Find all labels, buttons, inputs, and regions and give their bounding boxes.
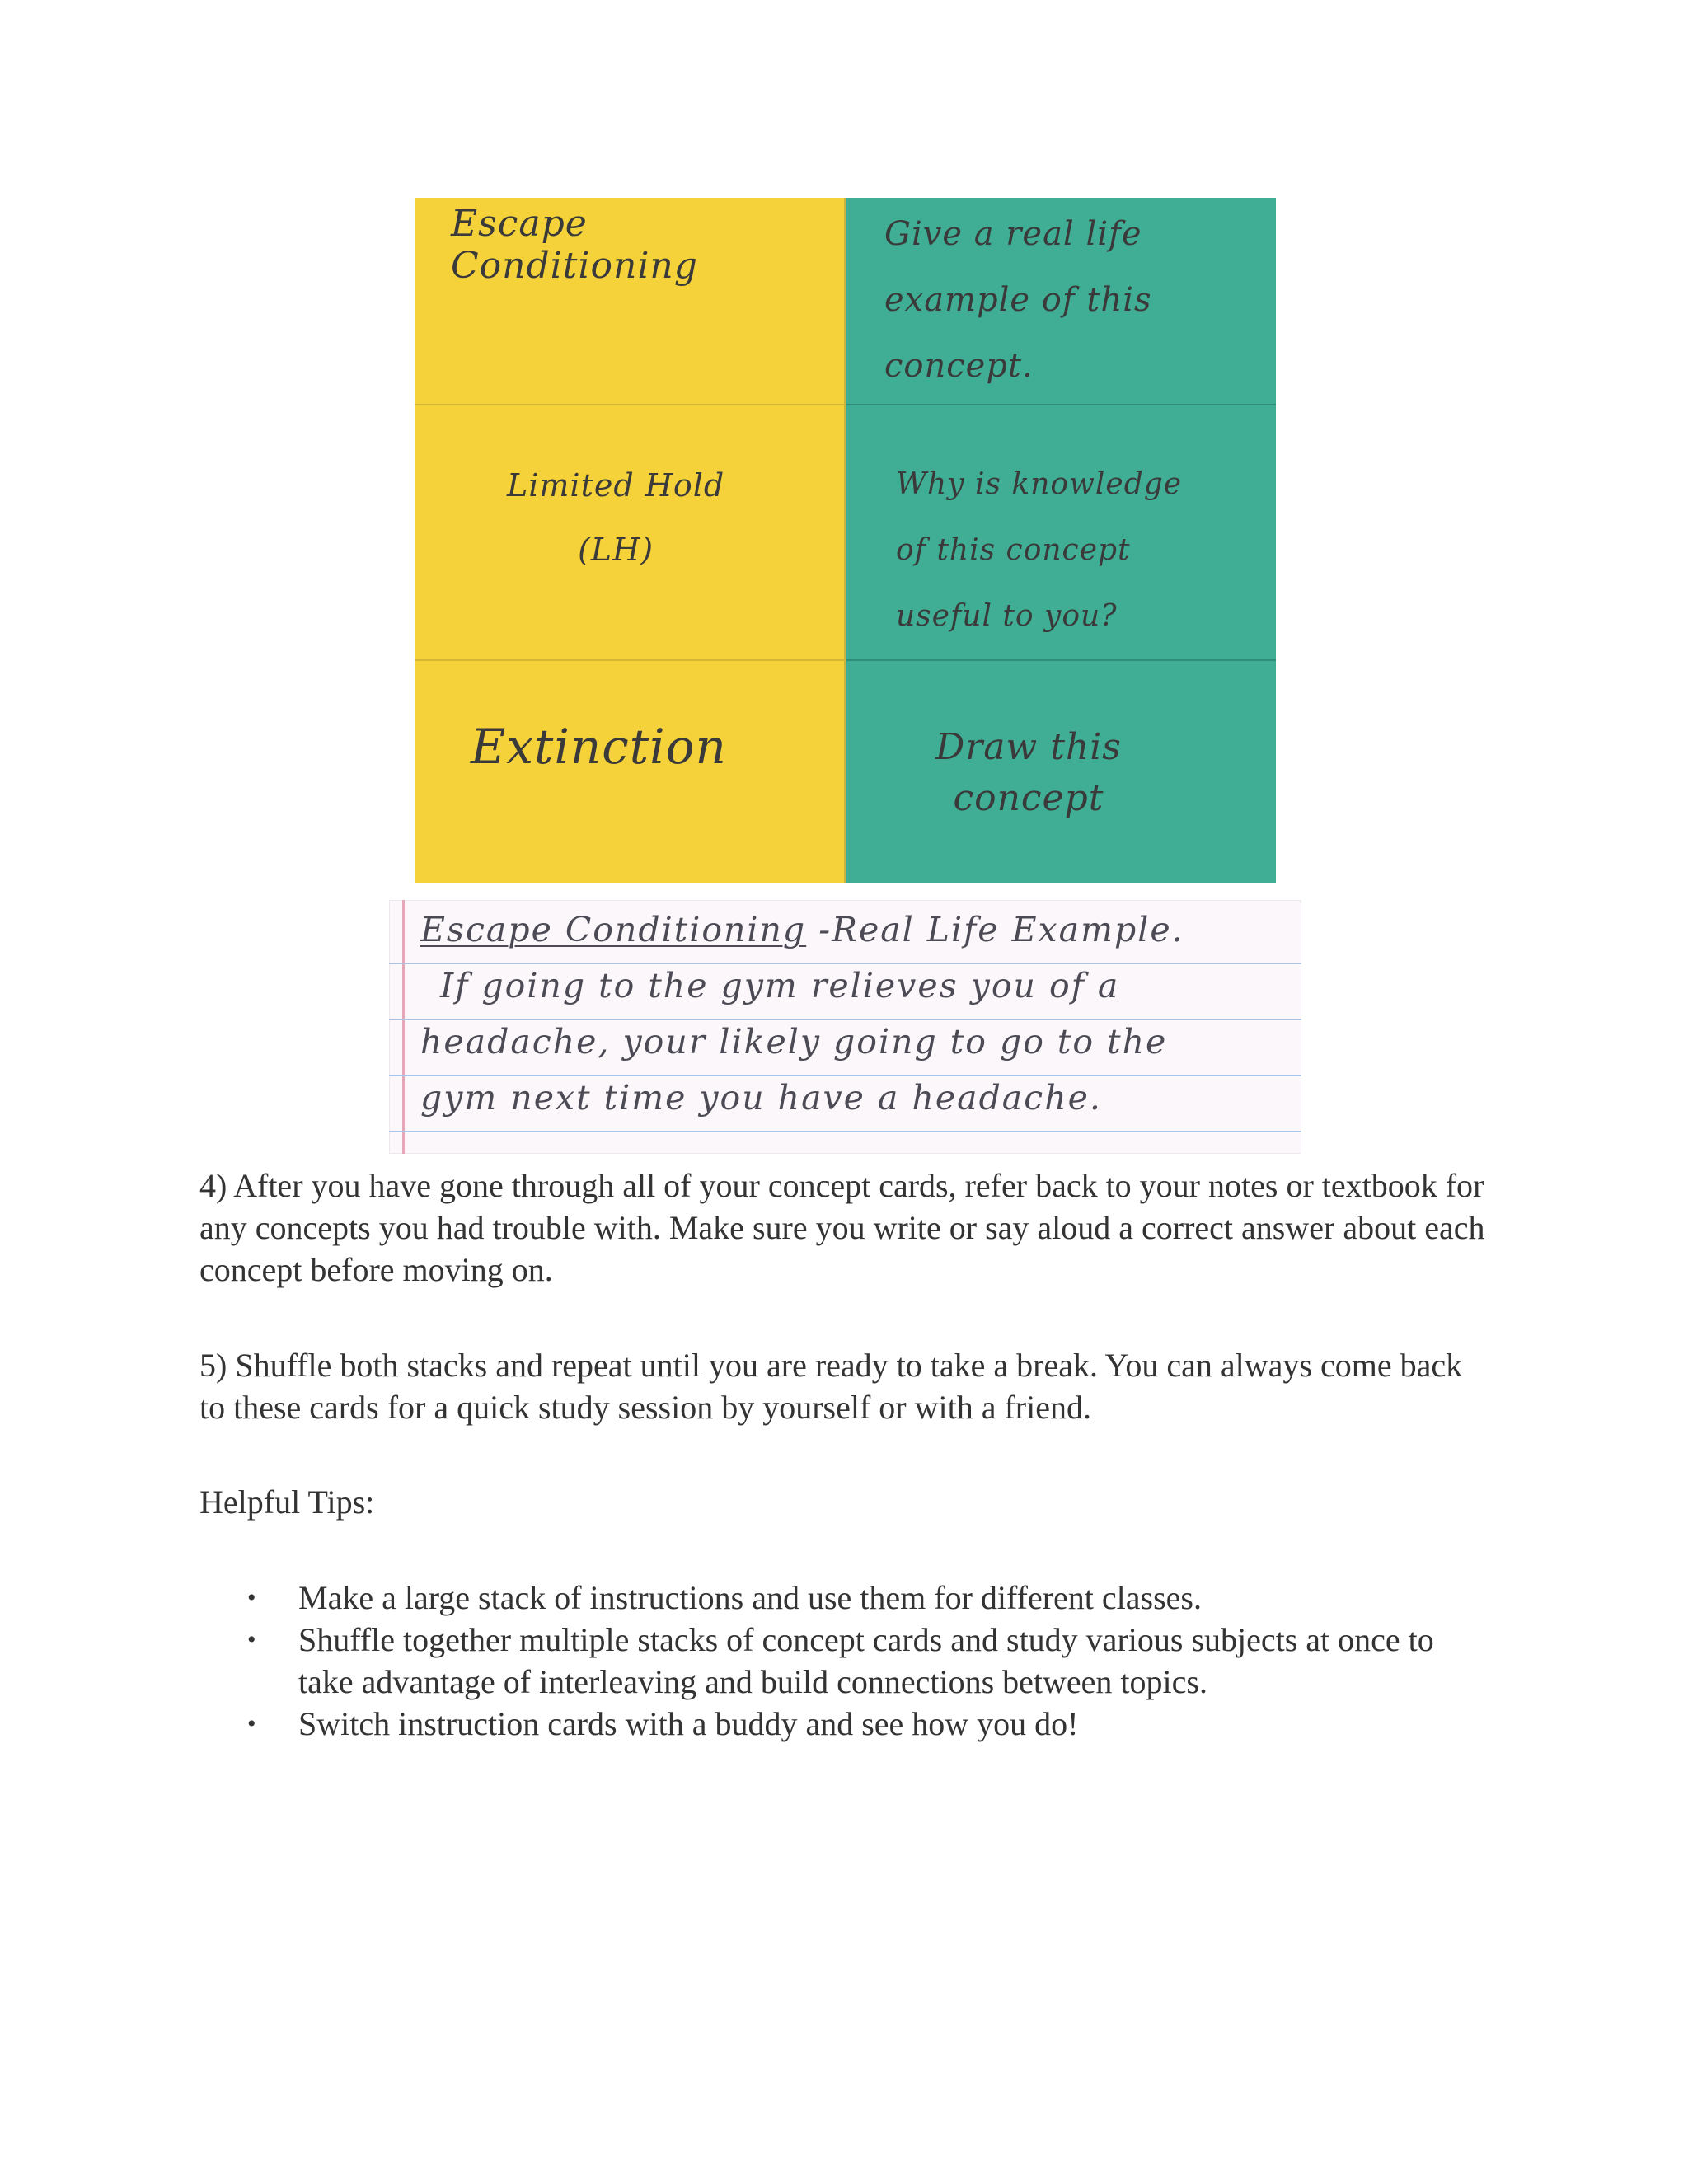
notebook-answer-photo bbox=[389, 900, 1301, 1154]
concept-card-text: Limited Hold (LH) bbox=[507, 467, 725, 568]
tip-text: Shuffle together multiple stacks of concept cards and study various subjects at once to take advantage of interleaving and build connections between topics. bbox=[298, 1621, 1434, 1700]
notebook-line: If going to the gym relieves you of a bbox=[440, 966, 1120, 1005]
instruction-card-draw-concept bbox=[846, 661, 1276, 883]
notebook-rule bbox=[389, 963, 1301, 964]
notebook-rule bbox=[389, 1019, 1301, 1020]
instruction-card-why-useful bbox=[846, 405, 1276, 661]
step-4-paragraph: 4) After you have gone through all of your concept cards, refer back to your notes or textbook for any concepts you had trouble with. Make sure you write or say aloud a correct answer about each concept before moving on. bbox=[199, 1167, 1485, 1288]
instruction-card-text: Why is knowledge of this concept useful to you? bbox=[896, 467, 1183, 633]
notebook-rule bbox=[389, 1131, 1301, 1132]
tip-text: Make a large stack of instructions and use them for different classes. bbox=[298, 1579, 1202, 1616]
notebook-title-suffix: -Real Life Example. bbox=[806, 910, 1184, 949]
tips-list bbox=[247, 1577, 1485, 1745]
list-item bbox=[247, 1577, 1485, 1619]
concept-card-extinction bbox=[415, 661, 846, 883]
concept-card-text: Escape Conditioning bbox=[451, 203, 698, 287]
notebook-heading bbox=[420, 910, 1184, 949]
bullet-icon: • bbox=[247, 1710, 256, 1737]
notebook-line: headache, your likely going to go to the bbox=[420, 1022, 1168, 1062]
bullet-icon: • bbox=[247, 1584, 256, 1611]
list-item bbox=[247, 1703, 1485, 1745]
concept-card-limited-hold bbox=[415, 405, 846, 661]
notebook-margin-line bbox=[402, 900, 405, 1154]
step-5-paragraph: 5) Shuffle both stacks and repeat until you are ready to take a break. You can always come back to these cards for a quick study session by yourself or with a friend. bbox=[199, 1347, 1463, 1426]
tips-heading: Helpful Tips: bbox=[199, 1483, 375, 1521]
notebook-title: Escape Conditioning bbox=[420, 910, 807, 949]
instruction-card-real-life-example bbox=[846, 198, 1276, 405]
concept-card-text: Extinction bbox=[471, 719, 727, 775]
concept-cards-photo bbox=[415, 198, 1276, 883]
concept-card-escape-conditioning bbox=[415, 198, 846, 405]
bullet-icon: • bbox=[247, 1626, 256, 1653]
instruction-card-text: Draw this concept bbox=[935, 726, 1122, 819]
notebook-rule bbox=[389, 1075, 1301, 1076]
list-item bbox=[247, 1619, 1485, 1703]
notebook-line: gym next time you have a headache. bbox=[420, 1078, 1102, 1118]
tip-text: Switch instruction cards with a buddy and see how you do! bbox=[298, 1705, 1079, 1742]
instruction-card-text: Give a real life example of this concept. bbox=[884, 215, 1152, 385]
